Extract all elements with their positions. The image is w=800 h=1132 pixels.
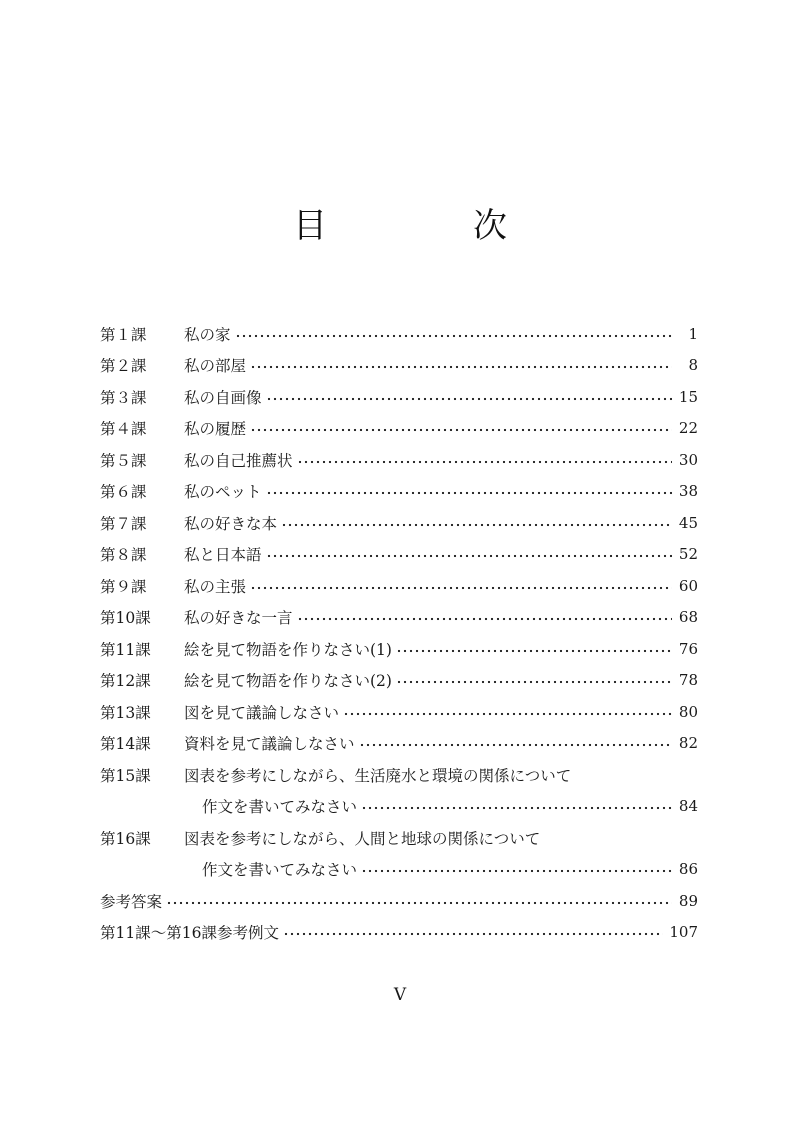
toc-entry-example-essays[interactable]	[100, 917, 698, 949]
lesson-number: 第１課	[100, 325, 147, 344]
page-number: 84	[678, 797, 698, 816]
lesson-topic: 私の好きな本	[184, 514, 278, 533]
lesson-number: 第７課	[100, 514, 147, 533]
page-number: 82	[678, 734, 698, 753]
lesson-number: 第16課	[100, 829, 151, 848]
lesson-topic: 私の家	[184, 325, 231, 344]
lesson-number: 第13課	[100, 703, 151, 722]
lesson-number: 第11課	[100, 640, 151, 659]
leader-dots	[297, 617, 672, 621]
leader-dots	[250, 365, 672, 369]
page-number: 80	[678, 702, 698, 721]
lesson-topic: 私と日本語	[184, 546, 262, 565]
lesson-number: 第15課	[100, 766, 151, 785]
section-topic: 参考答案	[100, 892, 163, 911]
leader-dots	[250, 586, 672, 590]
lesson-topic: 図表を参考にしながら、生活廃水と環境の関係について	[184, 766, 572, 785]
toc-entry-reference-answers[interactable]	[100, 885, 698, 917]
lesson-topic: 図表を参考にしながら、人間と地球の関係について	[184, 829, 541, 848]
leader-dots	[361, 869, 672, 873]
page-number: 86	[678, 860, 698, 879]
toc-entry-12[interactable]	[100, 665, 698, 697]
toc-entry-14[interactable]	[100, 728, 698, 760]
page-number: 52	[678, 545, 698, 564]
lesson-topic: 私の主張	[184, 577, 247, 596]
lesson-number: 第６課	[100, 483, 147, 502]
leader-dots	[297, 460, 672, 464]
lesson-number: 第10課	[100, 609, 151, 628]
leader-dots	[359, 743, 672, 747]
page-number: 78	[678, 671, 698, 690]
page-number: 60	[678, 576, 698, 595]
lesson-topic: 図を見て議論しなさい	[184, 703, 340, 722]
toc-entry-13[interactable]	[100, 696, 698, 728]
leader-dots	[396, 680, 672, 684]
toc-entry-5[interactable]	[100, 444, 698, 476]
lesson-topic-continuation: 作文を書いてみなさい	[202, 798, 358, 817]
lesson-number: 第２課	[100, 357, 147, 376]
page-number: 1	[688, 324, 698, 343]
section-topic: 第11課～第16課参考例文	[100, 924, 279, 943]
leader-dots	[343, 712, 672, 716]
lesson-topic: 資料を見て議論しなさい	[184, 735, 355, 754]
page-number: 45	[678, 513, 698, 532]
toc-entry-16[interactable]	[100, 822, 698, 854]
lesson-number: 第５課	[100, 451, 147, 470]
toc-entry-3[interactable]	[100, 381, 698, 413]
page-number: 8	[688, 356, 698, 375]
page-number: 76	[678, 639, 698, 658]
lesson-topic: 私の履歴	[184, 420, 247, 439]
page-number: 107	[669, 923, 698, 942]
lesson-number: 第８課	[100, 546, 147, 565]
lesson-topic: 絵を見て物語を作りなさい(2)	[184, 672, 392, 691]
page-number: 30	[678, 450, 698, 469]
lesson-number: 第３課	[100, 388, 147, 407]
lesson-topic: 私のペット	[184, 483, 262, 502]
toc-entry-1[interactable]	[100, 318, 698, 350]
lesson-topic: 私の自己推薦状	[184, 451, 293, 470]
table-of-contents	[100, 318, 698, 948]
lesson-number: 第12課	[100, 672, 151, 691]
toc-entry-15[interactable]	[100, 759, 698, 791]
lesson-topic: 私の好きな一言	[184, 609, 293, 628]
lesson-number: 第９課	[100, 577, 147, 596]
leader-dots	[266, 554, 672, 558]
toc-entry-7[interactable]	[100, 507, 698, 539]
toc-entry-16-cont[interactable]	[100, 854, 698, 886]
page-number: 89	[678, 891, 698, 910]
toc-entry-6[interactable]	[100, 476, 698, 508]
lesson-number: 第14課	[100, 735, 151, 754]
lesson-topic-continuation: 作文を書いてみなさい	[202, 861, 358, 880]
lesson-number: 第４課	[100, 420, 147, 439]
leader-dots	[361, 806, 672, 810]
lesson-topic: 私の部屋	[184, 357, 247, 376]
page-number: 22	[678, 419, 698, 438]
footer-page-number: V	[393, 985, 407, 1005]
leader-dots	[235, 334, 672, 338]
toc-entry-11[interactable]	[100, 633, 698, 665]
leader-dots	[166, 901, 672, 905]
toc-entry-9[interactable]	[100, 570, 698, 602]
toc-entry-15-cont[interactable]	[100, 791, 698, 823]
toc-entry-8[interactable]	[100, 539, 698, 571]
leader-dots	[283, 932, 663, 936]
page-title: 目 次	[293, 206, 563, 246]
lesson-topic: 私の自画像	[184, 388, 262, 407]
page-number: 68	[678, 608, 698, 627]
leader-dots	[281, 523, 672, 527]
leader-dots	[250, 428, 672, 432]
leader-dots	[266, 397, 672, 401]
leader-dots	[396, 649, 672, 653]
toc-entry-4[interactable]	[100, 413, 698, 445]
page-number: 15	[678, 387, 698, 406]
lesson-topic: 絵を見て物語を作りなさい(1)	[184, 640, 392, 659]
page-number: 38	[678, 482, 698, 501]
toc-entry-10[interactable]	[100, 602, 698, 634]
toc-entry-2[interactable]	[100, 350, 698, 382]
leader-dots	[266, 491, 672, 495]
